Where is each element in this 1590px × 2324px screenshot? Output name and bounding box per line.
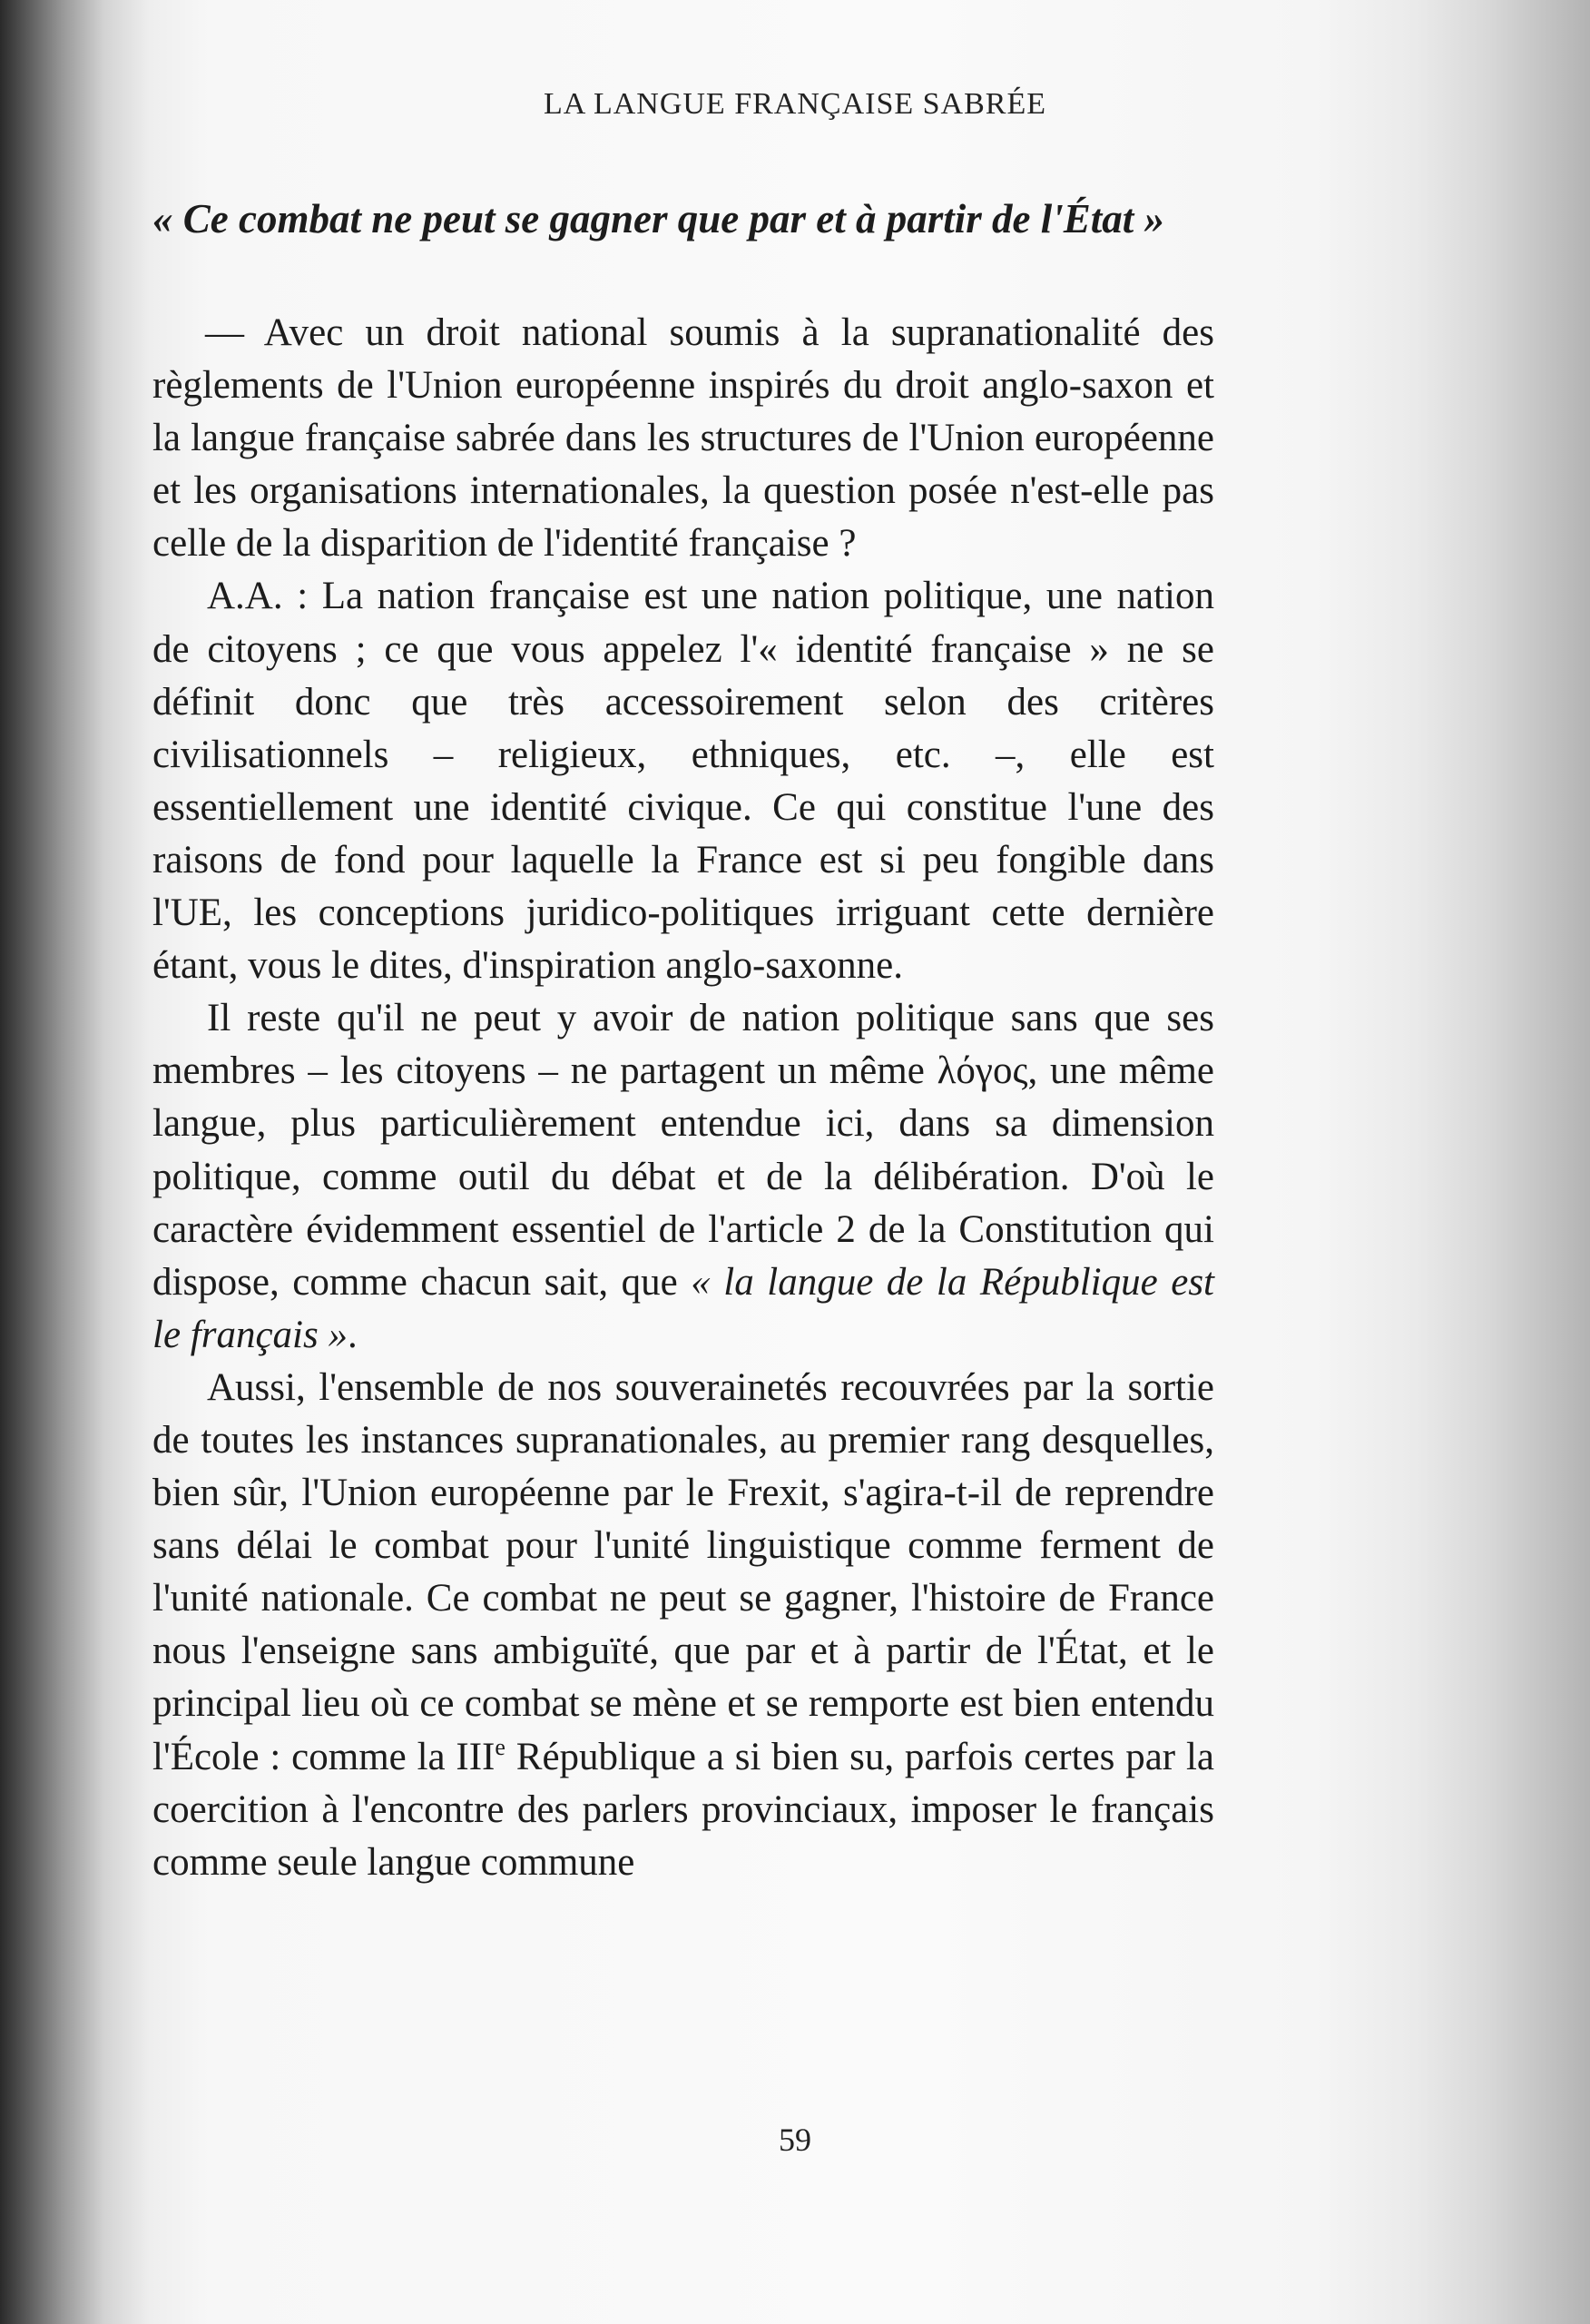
paragraph-question: — Avec un droit national soumis à la supranationalité des règlements de l'Union européenne inspirés du droit anglo-saxon et la langue française sabrée dans les structures de l'Union européenne et les organisations internationales, la question posée n'est-elle pas celle de la disparition de l'identité française ? — [152, 311, 1214, 566]
paragraph-logos-text: Il reste qu'il ne peut y avoir de nation politique sans que ses membres – les citoyens – ne partagent un même λόγος, une même langue, plus particulièrement entendue ici, dans sa dimension politique, comme outil du débat et de la délibération. D'où le caractère évidemment essentiel de l'article 2 de la Constitution qui dispose, comme chacun sait, que — [152, 997, 1214, 1304]
constitution-quote: « la langue de la République est le français » — [152, 1260, 1215, 1356]
page-number: 59 — [779, 2122, 811, 2158]
paragraph-frexit-end: République a si bien su, parfois certes par la coercition à l'encontre des parlers provinciaux, imposer le français comme seule langue commune — [152, 1735, 1214, 1884]
paragraph-answer-identity: A.A. : La nation française est une nation politique, une nation de citoyens ; ce que vous appelez l'« identité française » ne se définit donc que très accessoirement selon des critères civilisationnels – religieux, ethniques, etc. –, elle est essentiellement une identité civique. Ce qui constitue l'une des raisons de fond pour laquelle la France est si peu fongible dans l'UE, les conceptions juridico-politiques irriguant cette dernière étant, vous le dites, d'inspiration anglo-saxonne. — [152, 575, 1214, 988]
body-text — [152, 192, 1214, 1889]
section-heading: « Ce combat ne peut se gagner que par et à partir de l'État » — [152, 196, 1164, 241]
paragraph-logos-end: . — [347, 1313, 358, 1356]
paragraph-frexit-text: Aussi, l'ensemble de nos souverainetés recouvrées par la sortie de toutes les instances supranationales, au premier rang desquelles, bien sûr, l'Union européenne par le Frexit, s'agira-t-il de reprendre sans délai le combat pour l'unité linguistique comme ferment de l'unité nationale. Ce combat ne peut se gagner, l'histoire de France nous l'enseigne sans ambiguïté, que par et à partir de l'État, et le principal lieu où ce combat se mène et se remporte est bien entendu l'École : comme la III — [152, 1365, 1214, 1778]
ordinal-superscript: e — [495, 1733, 505, 1760]
paragraph-frexit — [152, 1362, 1214, 1889]
paragraph-logos — [152, 992, 1214, 1362]
running-head: LA LANGUE FRANÇAISE SABRÉE — [544, 87, 1046, 121]
